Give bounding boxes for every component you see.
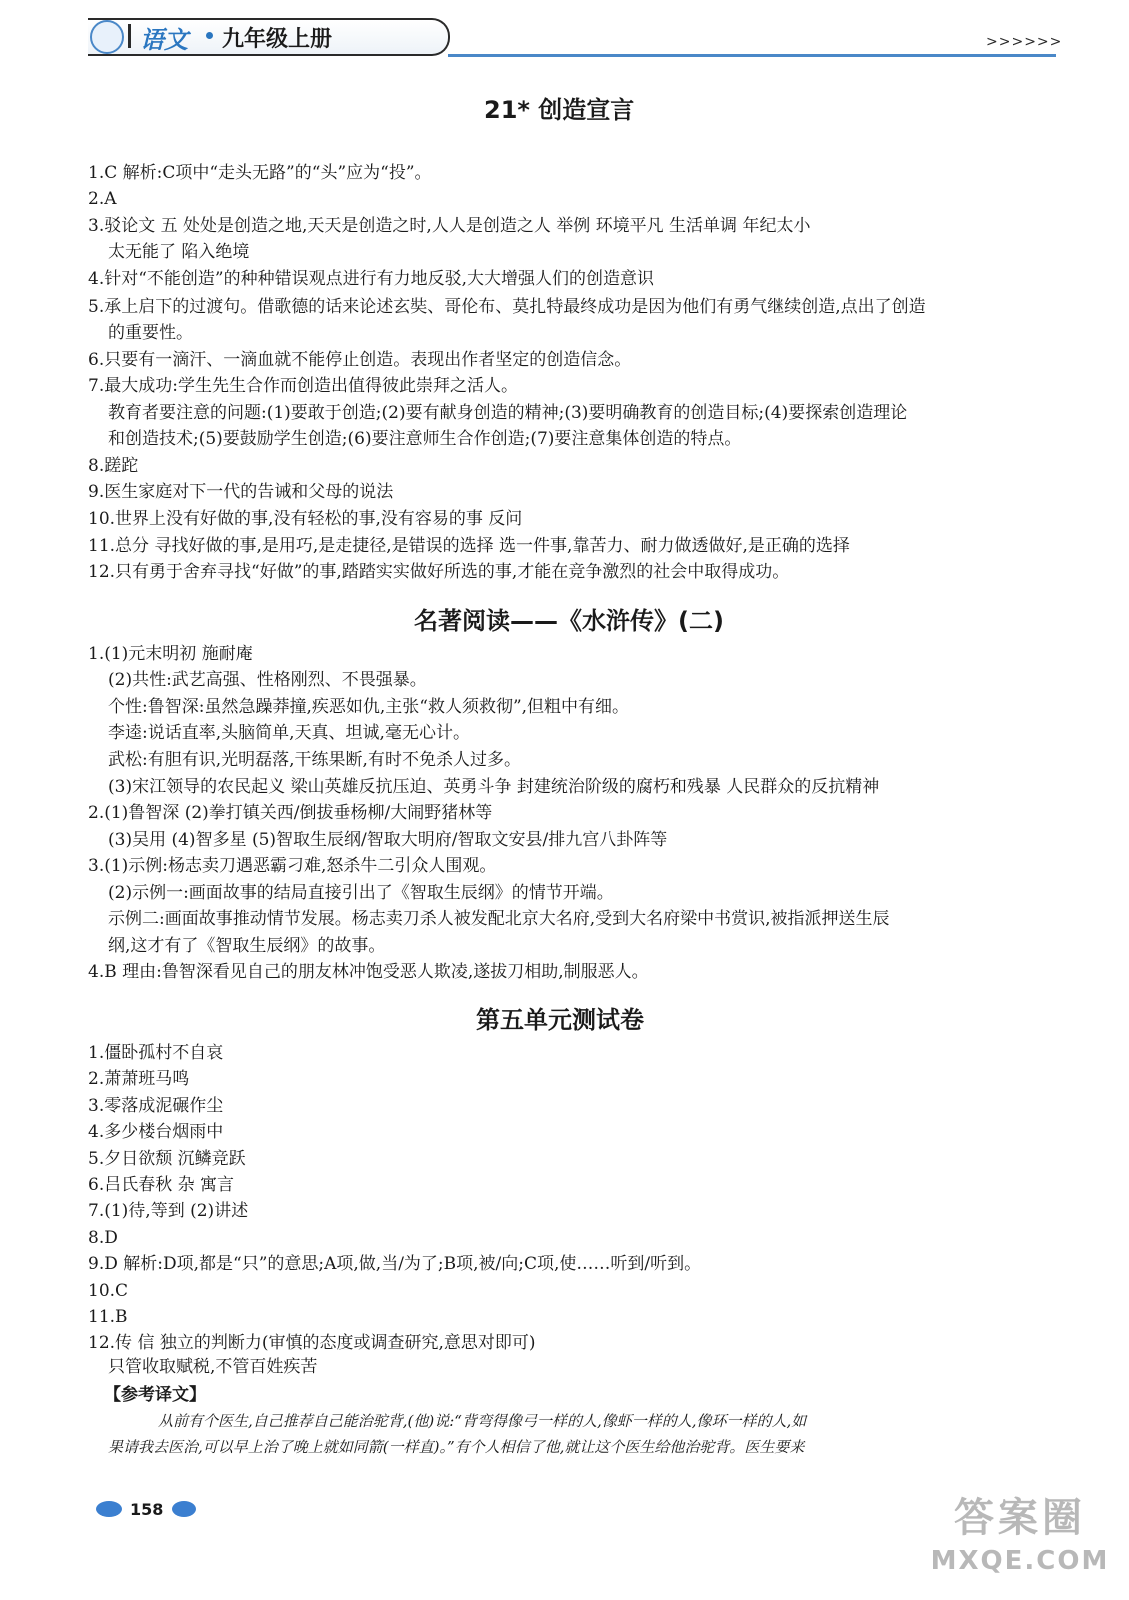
reference-line: 从前有个医生,自己推荐自己能治驼背,(他)说:“背弯得像弓一样的人,像虾一样的人,像环一样的人,如 xyxy=(158,1412,807,1430)
answer-line: 李逵:说话直率,头脑简单,天真、坦诚,毫无心计。 xyxy=(108,723,470,743)
answer-line: 10.世界上没有好做的事,没有轻松的事,没有容易的事 反问 xyxy=(88,509,523,529)
page-number: 158 xyxy=(130,1500,164,1519)
answer-line: 示例二:画面故事推动情节发展。杨志卖刀杀人被发配北京大名府,受到大名府梁中书赏识,被指派押送生辰 xyxy=(108,909,890,929)
answer-line: 5.承上启下的过渡句。借歌德的话来论述玄奘、哥伦布、莫扎特最终成功是因为他们有勇气继续创造,点出了创造 xyxy=(88,297,926,317)
answer-line: 9.D 解析:D项,都是“只”的意思;A项,做,当/为了;B项,被/向;C项,使……听到/听到。 xyxy=(88,1254,702,1274)
answer-line: 7.(1)待,等到 (2)讲述 xyxy=(88,1201,249,1221)
magnifier-icon xyxy=(90,20,124,54)
section-title: 第五单元测试卷 xyxy=(476,1006,644,1034)
answer-line: (3)吴用 (4)智多星 (5)智取生辰纲/智取大明府/智取文安县/排九宫八卦阵等 xyxy=(108,830,668,850)
answer-line: 4.B 理由:鲁智深看见自己的朋友林冲饱受恶人欺凌,遂拔刀相助,制服恶人。 xyxy=(88,962,649,982)
watermark-logo xyxy=(920,1492,1120,1592)
answer-line: 8.D xyxy=(88,1228,118,1248)
answer-line: 武松:有胆有识,光明磊落,干练果断,有时不免杀人过多。 xyxy=(108,750,521,770)
answer-line: 11.B xyxy=(88,1307,128,1327)
answer-line: 的重要性。 xyxy=(108,323,193,343)
page-dot-right-icon xyxy=(172,1501,196,1517)
answer-line: 太无能了 陷入绝境 xyxy=(108,242,250,262)
reference-line: 果请我去医治,可以早上治了晚上就如同箭(一样直)。”有个人相信了他,就让这个医生给他治驼背。医生要来 xyxy=(108,1438,805,1456)
answer-line: 3.(1)示例:杨志卖刀遇恶霸刁难,怒杀牛二引众人围观。 xyxy=(88,856,497,876)
answer-line: 2.(1)鲁智深 (2)拳打镇关西/倒拔垂杨柳/大闹野猪林等 xyxy=(88,803,493,823)
answer-line: (3)宋江领导的农民起义 梁山英雄反抗压迫、英勇斗争 封建统治阶级的腐朽和残暴 人民群众的反抗精神 xyxy=(108,777,880,797)
answer-line: 和创造技术;(5)要鼓励学生创造;(6)要注意师生合作创造;(7)要注意集体创造的特点。 xyxy=(108,429,742,449)
answer-line: 6.吕氏春秋 杂 寓言 xyxy=(88,1175,235,1195)
answer-line: 只管收取赋税,不管百姓疾苦 xyxy=(108,1357,318,1377)
answer-line: 3.驳论文 五 处处是创造之地,天天是创造之时,人人是创造之人 举例 环境平凡 生活单调 年纪太小 xyxy=(88,216,811,236)
answer-line: (2)共性:武艺高强、性格刚烈、不畏强暴。 xyxy=(108,670,427,690)
answer-line: 4.多少楼台烟雨中 xyxy=(88,1122,224,1142)
answer-line: 1.(1)元末明初 施耐庵 xyxy=(88,644,253,664)
chevrons-icon: >>>>>> xyxy=(986,34,1063,50)
grade-label: 九年级上册 xyxy=(222,27,333,52)
answer-line: 4.针对“不能创造”的种种错误观点进行有力地反驳,大大增强人们的创造意识 xyxy=(88,269,655,289)
watermark-text: 答案圈 xyxy=(954,1495,1086,1541)
answer-line: 3.零落成泥碾作尘 xyxy=(88,1096,224,1116)
answer-line: 11.总分 寻找好做的事,是用巧,是走捷径,是错误的选择 选一件事,靠苦力、耐力做透做好,是正确的选择 xyxy=(88,536,850,556)
section-title: 21* 创造宣言 xyxy=(484,96,635,124)
answer-line: 2.A xyxy=(88,189,117,209)
answer-line: 2.萧萧班马鸣 xyxy=(88,1069,190,1089)
answer-line: 纲,这才有了《智取生辰纲》的故事。 xyxy=(108,936,386,956)
header-divider xyxy=(128,24,131,48)
answer-line: 5.夕日欲颓 沉鳞竞跃 xyxy=(88,1149,246,1169)
answer-line: 12.只有勇于舍弃寻找“好做”的事,踏踏实实做好所选的事,才能在竞争激烈的社会中取得成功。 xyxy=(88,562,790,582)
answer-line: 个性:鲁智深:虽然急躁莽撞,疾恶如仇,主张“救人须救彻”,但粗中有细。 xyxy=(108,697,630,717)
page-dot-left-icon xyxy=(96,1501,122,1517)
answer-line: 12.传 信 独立的判断力(审慎的态度或调查研究,意思对即可) xyxy=(88,1333,536,1353)
answer-line: (2)示例一:画面故事的结局直接引出了《智取生辰纲》的情节开端。 xyxy=(108,883,614,903)
header-dot-icon xyxy=(206,32,213,39)
section-title: 名著阅读——《水浒传》(二) xyxy=(414,607,724,635)
answer-line: 7.最大成功:学生先生合作而创造出值得彼此崇拜之活人。 xyxy=(88,376,518,396)
answer-line: 1.C 解析:C项中“走头无路”的“头”应为“投”。 xyxy=(88,163,432,183)
answer-line: 1.僵卧孤村不自哀 xyxy=(88,1043,224,1063)
answer-line: 教育者要注意的问题:(1)要敢于创造;(2)要有献身创造的精神;(3)要明确教育的创造目标;(4)要探索创造理论 xyxy=(108,403,908,423)
subject-label: 语文 xyxy=(140,26,188,54)
watermark-url: MXQE.COM xyxy=(930,1546,1110,1576)
reference-tag: 【参考译文】 xyxy=(104,1385,206,1405)
header-rule xyxy=(448,54,1056,57)
answer-line: 8.蹉跎 xyxy=(88,456,139,476)
answer-line: 6.只要有一滴汗、一滴血就不能停止创造。表现出作者坚定的创造信念。 xyxy=(88,350,632,370)
answer-line: 9.医生家庭对下一代的告诫和父母的说法 xyxy=(88,482,394,502)
answer-line: 10.C xyxy=(88,1281,129,1301)
